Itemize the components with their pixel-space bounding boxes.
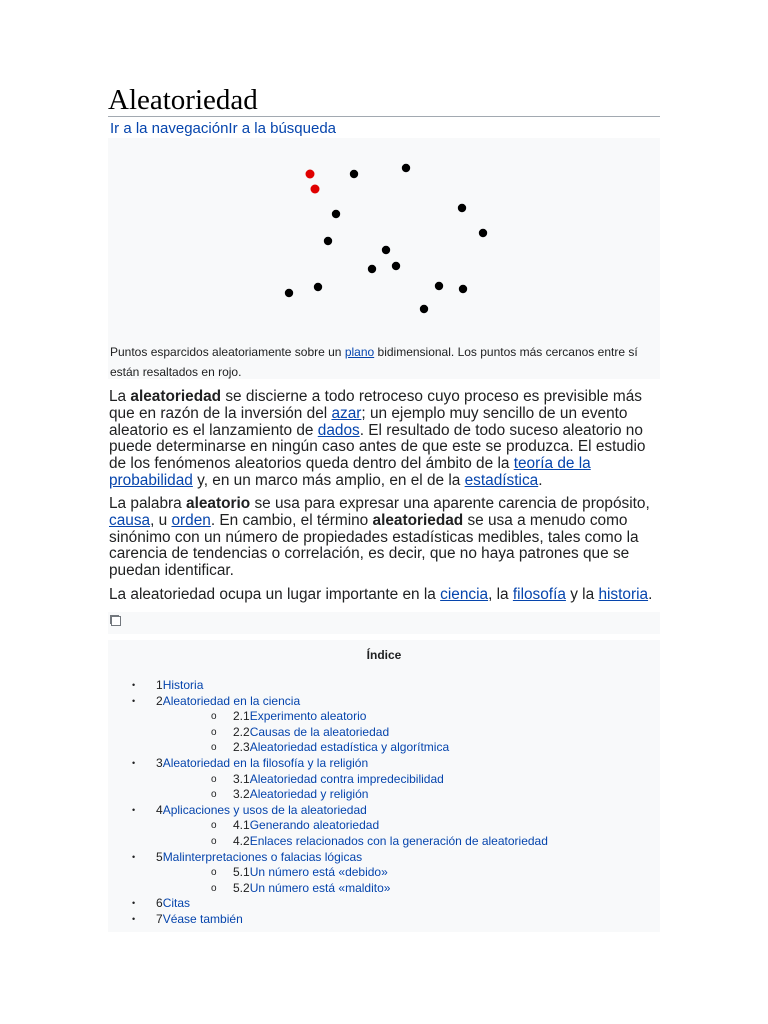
- point: [350, 170, 358, 178]
- point: [459, 285, 467, 293]
- toc-item-number: 4.2: [233, 833, 250, 848]
- point: [458, 204, 466, 212]
- toc-item-link[interactable]: Aleatoriedad en la filosofía y la religión: [162, 755, 369, 770]
- paragraph-intro: La aleatoriedad se discierne a todo retroceso cuyo proceso es previsible más que en razón de la inversión del azar; un ejemplo muy sencillo de un evento aleatorio es el lanzamiento de dados. El resultado de todo suceso aleatorio no puede determinarse en ningún caso antes de que este se produzca. El estudio de los fenómenos aleatorios queda dentro del ámbito de la teoría de la probabilidad y, en un marco más amplio, en el de la estadística.: [109, 388, 646, 489]
- toc-item-number: 2.1: [233, 709, 250, 724]
- toc-item-link[interactable]: Causas de la aleatoriedad: [249, 724, 390, 739]
- toc-item-link[interactable]: Citas: [162, 896, 191, 911]
- toc-item-link[interactable]: Aleatoriedad estadística y algorítmica: [249, 740, 450, 755]
- point: [285, 289, 293, 297]
- circle-bullet-icon: o: [211, 711, 217, 723]
- bullet-icon: •: [132, 851, 136, 862]
- estadistica-link[interactable]: estadística: [464, 471, 539, 489]
- figure-caption: [110, 342, 658, 382]
- ciencia-link[interactable]: ciencia: [440, 586, 489, 603]
- bold-term: aleatoriedad: [372, 511, 464, 529]
- bullet-icon: •: [132, 695, 136, 706]
- toc-list: [108, 678, 660, 928]
- circle-bullet-icon: o: [211, 742, 217, 754]
- circle-bullet-icon: o: [211, 882, 217, 894]
- toc-item-number: 4.1: [233, 818, 250, 833]
- point: [332, 210, 340, 218]
- toc-item-number: 5.1: [233, 865, 250, 880]
- paragraph-definition: La palabra aleatorio se usa para expresar una aparente carencia de propósito, causa, u orden. En cambio, el término aleatoriedad se usa a menudo como sinónimo con un número de propiedades estadísticas medibles, tales como la carencia de tendencias o correlación, es decir, que no haya patrones que se puedan identificar.: [109, 495, 650, 580]
- toc-item-link[interactable]: Enlaces relacionados con la generación de aleatoriedad: [249, 833, 548, 848]
- highlighted-point: [311, 185, 320, 194]
- toc-item-number: 2.2: [233, 724, 250, 739]
- toc-item-number: 1: [156, 678, 163, 692]
- azar-link[interactable]: azar: [331, 404, 362, 422]
- point: [435, 282, 443, 290]
- toc-item: [108, 834, 660, 850]
- caption-text: bidimensional. Los puntos más cercanos entre sí están resaltados en rojo.: [110, 345, 638, 379]
- toc-item-link[interactable]: Aleatoriedad contra impredecibilidad: [249, 771, 444, 786]
- bullet-icon: •: [132, 898, 136, 909]
- causa-link[interactable]: causa: [109, 511, 151, 529]
- toc-item-number: 3.1: [233, 771, 250, 786]
- toc-item: [108, 694, 660, 710]
- plano-link[interactable]: plano: [344, 345, 375, 359]
- toc-item: [108, 803, 660, 819]
- toc-item-number: 7: [156, 911, 163, 926]
- toc-item: [108, 912, 660, 928]
- jump-links: [110, 119, 336, 139]
- jump-to-navigation-link[interactable]: Ir a la navegación: [110, 120, 229, 137]
- bullet-icon: •: [132, 804, 136, 815]
- scatter-plot-image: [108, 138, 660, 338]
- circle-bullet-icon: o: [211, 773, 217, 785]
- point: [314, 283, 322, 291]
- toc-item-number: 2: [156, 693, 163, 708]
- circle-bullet-icon: o: [211, 835, 217, 847]
- toc-title: Índice: [366, 648, 402, 662]
- toc-item-number: 3: [156, 755, 163, 770]
- bullet-icon: •: [132, 680, 136, 690]
- point: [420, 305, 428, 313]
- point: [392, 262, 400, 270]
- circle-bullet-icon: o: [211, 867, 217, 879]
- toc-item-link[interactable]: Un número está «debido»: [249, 865, 388, 880]
- point: [324, 237, 332, 245]
- toc-item-link[interactable]: Experimento aleatorio: [249, 709, 367, 724]
- filosofia-link[interactable]: filosofía: [512, 586, 566, 603]
- toc-item-link[interactable]: Un número está «maldito»: [249, 880, 391, 895]
- table-of-contents: [108, 640, 660, 932]
- paragraph-importance: La aleatoriedad ocupa un lugar importante en la ciencia, la filosofía y la historia.: [109, 586, 653, 603]
- toc-item: [108, 865, 660, 881]
- teoria-probabilidad-link[interactable]: teoría de la probabilidad: [109, 455, 591, 489]
- toc-item-link[interactable]: Véase también: [162, 911, 243, 926]
- bold-term: aleatorio: [186, 495, 251, 512]
- point: [402, 164, 410, 172]
- toc-item: [108, 725, 660, 741]
- toc-item: [108, 678, 660, 694]
- point: [382, 246, 390, 254]
- toc-item: [108, 756, 660, 772]
- toc-item: [108, 881, 660, 897]
- toc-item-link[interactable]: Malinterpretaciones o falacias lógicas: [162, 849, 363, 864]
- jump-to-search-link[interactable]: Ir a la búsqueda: [228, 120, 336, 137]
- point: [479, 229, 487, 237]
- toc-toggle-checkbox[interactable]: [111, 616, 121, 626]
- toc-item-number: 2.3: [233, 740, 250, 755]
- page-title: Aleatoriedad: [108, 82, 660, 117]
- toc-item-link[interactable]: Generando aleatoriedad: [249, 818, 380, 833]
- toc-item: [108, 896, 660, 912]
- bullet-icon: •: [132, 757, 136, 768]
- toc-item-number: 3.2: [233, 787, 250, 802]
- bullet-icon: •: [132, 913, 136, 924]
- bold-term: aleatoriedad: [130, 388, 222, 405]
- toc-item-link[interactable]: Aplicaciones y usos de la aleatoriedad: [162, 802, 367, 817]
- point: [368, 265, 376, 273]
- toc-item-link[interactable]: Aleatoriedad y religión: [249, 787, 369, 802]
- dados-link[interactable]: dados: [317, 421, 360, 439]
- circle-bullet-icon: o: [211, 789, 217, 801]
- toc-item: [108, 787, 660, 803]
- toc-item-link[interactable]: Historia: [162, 678, 204, 692]
- random-points-figure: [108, 138, 660, 379]
- highlighted-point: [306, 170, 315, 179]
- historia-link[interactable]: historia: [598, 586, 649, 603]
- toc-item: [108, 818, 660, 834]
- toc-item-number: 5: [156, 849, 163, 864]
- caption-text: Puntos esparcidos aleatoriamente sobre un: [110, 345, 345, 359]
- toc-item: [108, 740, 660, 756]
- toc-item: [108, 850, 660, 866]
- toc-item-number: 4: [156, 802, 163, 817]
- toc-item-link[interactable]: Aleatoriedad en la ciencia: [162, 693, 301, 708]
- orden-link[interactable]: orden: [171, 511, 211, 529]
- circle-bullet-icon: o: [211, 726, 217, 738]
- toc-toggle-row: [108, 612, 660, 634]
- circle-bullet-icon: o: [211, 820, 217, 832]
- toc-item-number: 5.2: [233, 880, 250, 895]
- toc-item-number: 6: [156, 896, 163, 911]
- toc-item: [108, 709, 660, 725]
- toc-item: [108, 772, 660, 788]
